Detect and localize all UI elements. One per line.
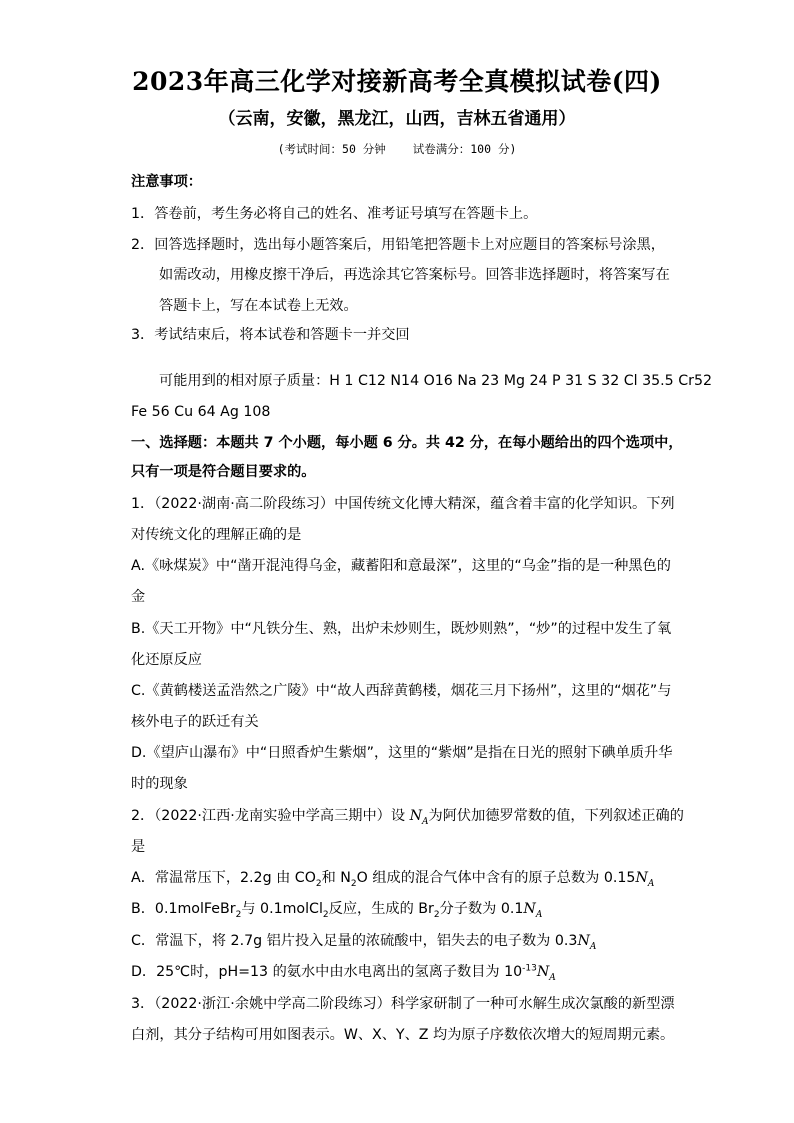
q2-stem-pre: 2．（2022·江西·龙南实验中学高三期中）设 [131, 808, 410, 824]
page-subtitle: （云南，安徽，黑龙江，山西，吉林五省通用） [218, 109, 576, 129]
notice-item-1: 1．答卷前，考生务必将自己的姓名、准考证号填写在答题卡上。 [131, 206, 538, 222]
notice-item-2-line-3: 答题卡上，写在本试卷上无效。 [159, 298, 358, 314]
q2-b-sub3: 2 [433, 909, 440, 920]
q2-b-na: N [523, 901, 536, 917]
q2-d-na-sub: A [549, 972, 556, 983]
q2-d-na: N [536, 964, 550, 980]
q2-c-text: C．常温下，将 2.7g 铝片投入足量的浓硫酸中，铝失去的电子数为 0.3 [131, 933, 578, 949]
q2-c-na: N [577, 933, 590, 949]
q2-a-na: N [635, 870, 648, 886]
q2-d-pre: D．25℃时，pH=13 的氨水中由水电离出的氢离子数目为 10 [131, 964, 523, 980]
q1-option-a-line-2: 金 [131, 589, 146, 605]
q2-b-sub2: 2 [322, 909, 329, 920]
q1-stem-line-1: 1．（2022·湖南·高二阶段练习）中国传统文化博大精深，蕴含着丰富的化学知识。下列 [131, 496, 675, 512]
exam-info [0, 141, 794, 157]
q2-b-sub1: 2 [235, 909, 242, 920]
atomic-mass-line-2: Fe 56 Cu 64 Ag 108 [131, 404, 271, 420]
q2-b-na-sub: A [535, 909, 543, 920]
q1-option-b-line-2: 化还原反应 [131, 652, 202, 668]
q2-b-mid2: 反应，生成的 Br [328, 901, 434, 917]
q2-stem-line-1 [131, 807, 684, 825]
q2-a-post: O 组成的混合气体中含有的原子总数为 0.15 [356, 870, 636, 886]
q2-na-symbol: N [409, 808, 422, 824]
q2-b-mid1: 与 0.1molCl [241, 901, 323, 917]
q2-b-post: 分子数为 0.1 [439, 901, 524, 917]
section-heading-line-1: 一、选择题：本题共 7 个小题，每小题 6 分。共 42 分，在每小题给出的四个选项中， [131, 435, 683, 451]
section-heading-line-2: 只有一项是符合题目要求的。 [131, 464, 316, 480]
q1-option-a-line-1: A.《咏煤炭》中“凿开混沌得乌金，藏蓄阳和意最深”，这里的“乌金”指的是一种黑色的 [131, 558, 671, 574]
q2-a-pre: A．常温常压下，2.2g 由 CO [131, 870, 316, 886]
q3-stem-line-1: 3．（2022·浙江·余姚中学高二阶段练习）科学家研制了一种可水解生成次氯酸的新型漂 [131, 996, 675, 1012]
atomic-mass-line-1: 可能用到的相对原子质量：H 1 C12 N14 O16 Na 23 Mg 24 P 31 S 32 Cl 35.5 Cr52 [159, 373, 712, 389]
notice-heading: 注意事项： [131, 174, 202, 190]
notice-item-3: 3．考试结束后，将本试卷和答题卡一并交回 [131, 327, 410, 343]
notice-item-2-line-2: 如需改动，用橡皮擦干净后，再选涂其它答案标号。回答非选择题时，将答案写在 [159, 267, 670, 283]
q3-stem-line-2: 白剂，其分子结构可用如图表示。W、X、Y、Z 均为原子序数依次增大的短周期元素。 [131, 1027, 675, 1043]
q2-a-mid: 和 N [321, 870, 351, 886]
q1-option-c-line-1: C.《黄鹤楼送孟浩然之广陵》中“故人西辞黄鹤楼，烟花三月下扬州”，这里的“烟花”与 [131, 683, 672, 699]
q2-option-d [131, 963, 556, 981]
q2-option-a [131, 869, 654, 887]
q1-stem-line-2: 对传统文化的理解正确的是 [131, 527, 302, 543]
notice-item-2-line-1: 2．回答选择题时，选出每小题答案后，用铅笔把答题卡上对应题目的答案标号涂黑， [131, 237, 665, 253]
q2-option-b [131, 900, 542, 918]
q2-na-sub: A [422, 816, 429, 827]
q1-option-d-line-1: D.《望庐山瀑布》中“日照香炉生紫烟”，这里的“紫烟”是指在日光的照射下碘单质升华 [131, 745, 673, 761]
exam-score: 试卷满分：100 分) [412, 142, 517, 156]
q1-option-c-line-2: 核外电子的跃迁有关 [131, 714, 259, 730]
q2-a-co2-sub: 2 [315, 878, 322, 889]
q2-d-sup: -13 [522, 963, 537, 974]
q2-c-na-sub: A [589, 941, 597, 952]
q1-option-d-line-2: 时的现象 [131, 776, 188, 792]
q2-option-c [131, 932, 596, 950]
q2-b-pre: B．0.1molFeBr [131, 901, 236, 917]
q2-a-na-sub: A [647, 878, 655, 889]
q2-stem-line-2: 是 [131, 839, 146, 855]
q2-a-n2o-sub: 2 [350, 878, 357, 889]
page-title: 2023年高三化学对接新高考全真模拟试卷(四) [132, 67, 662, 96]
q2-stem-post: 为阿伏加德罗常数的值，下列叙述正确的 [428, 808, 684, 824]
q1-option-b-line-1: B.《天工开物》中“凡铁分生、熟，出炉未炒则生，既炒则熟”，“炒”的过程中发生了氧 [131, 621, 672, 637]
exam-time: (考试时间：50 分钟 [277, 142, 386, 156]
